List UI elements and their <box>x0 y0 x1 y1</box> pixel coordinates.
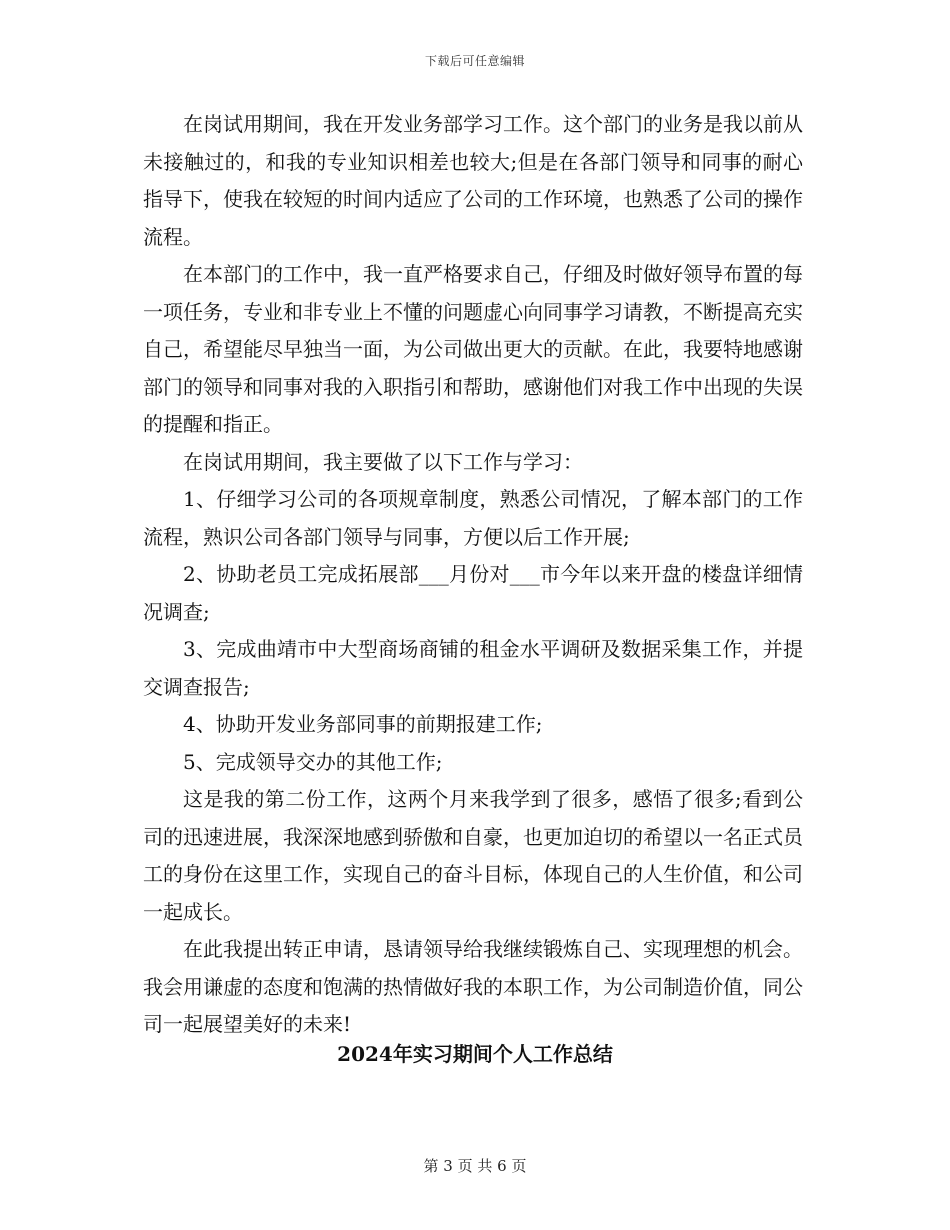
paragraph-reflection: 这是我的第二份工作，这两个月来我学到了很多，感悟了很多;看到公司的迅速进展，我深深地感到骄傲和自豪，也更加迫切的希望以一名正式员工的身份在这里工作，实现自己的奋斗目标，体现自己的人生价值，和公司一起成长。 <box>143 787 803 924</box>
list-item: 3、完成曲靖市中大型商场商铺的租金水平调研及数据采集工作，并提交调查报告; <box>143 637 803 699</box>
paragraph-department-work: 在本部门的工作中，我一直严格要求自己，仔细及时做好领导布置的每一项任务，专业和非专业上不懂的问题虚心向同事学习请教，不断提高充实自己，希望能尽早独当一面，为公司做出更大的贡献。在此，我要特地感谢部门的领导和同事对我的入职指引和帮助，感谢他们对我工作中出现的失误的提醒和指正。 <box>143 262 803 436</box>
list-item: 5、完成领导交办的其他工作; <box>183 749 443 774</box>
paragraph-intro: 在岗试用期间，我在开发业务部学习工作。这个部门的业务是我以前从未接触过的，和我的专业知识相差也较大;但是在各部门领导和同事的耐心指导下，使我在较短的时间内适应了公司的工作环境，也熟悉了公司的操作流程。 <box>143 112 803 249</box>
list-item: 4、协助开发业务部同事的前期报建工作; <box>183 712 543 736</box>
section-title: 2024年实习期间个人工作总结 <box>337 1042 613 1066</box>
paragraph-application: 在此我提出转正申请，恳请领导给我继续锻炼自己、实现理想的机会。我会用谦虚的态度和饱满的热情做好我的本职工作，为公司制造价值，同公司一起展望美好的未来! <box>143 937 803 1036</box>
list-item: 1、仔细学习公司的各项规章制度，熟悉公司情况，了解本部门的工作流程，熟识公司各部门领导与同事，方便以后工作开展; <box>143 487 803 549</box>
page-number: 第 3 页 共 6 页 <box>423 1157 527 1175</box>
page-header: 下载后可任意编辑 <box>424 54 525 68</box>
paragraph-work-list-intro: 在岗试用期间，我主要做了以下工作与学习： <box>183 449 583 474</box>
document-body <box>143 106 803 1044</box>
list-item: 2、协助老员工完成拓展部___月份对___市今年以来开盘的楼盘详细情况调查; <box>143 562 803 624</box>
